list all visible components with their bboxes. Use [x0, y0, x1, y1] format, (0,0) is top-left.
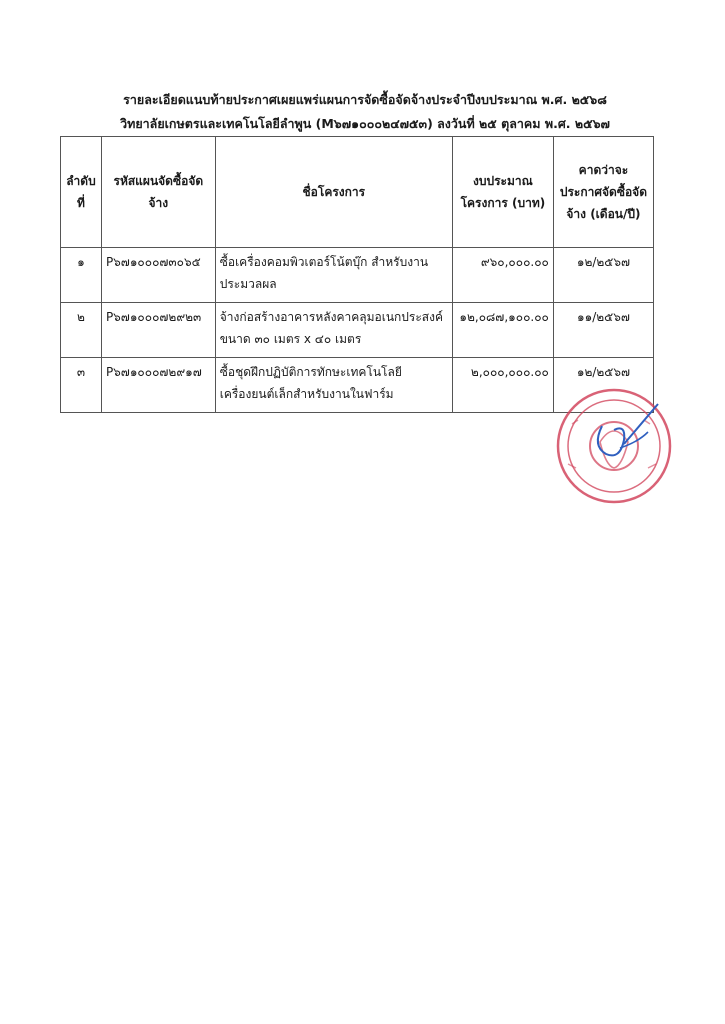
- seal-stamp-icon: [558, 390, 670, 502]
- signature-icon: [598, 404, 658, 455]
- table-header-row: [61, 137, 654, 248]
- cell-date: ๑๒/๒๕๖๗: [553, 358, 653, 413]
- header-name: ชื่อโครงการ: [215, 137, 452, 248]
- header-line-1: รายละเอียดแนบท้ายประกาศเผยแพร่แผนการจัดซื้อจัดจ้างประจำปีงบประมาณ พ.ศ. ๒๕๖๘: [123, 92, 607, 107]
- cell-no: ๓: [61, 358, 102, 413]
- procurement-plan-table: [60, 136, 654, 413]
- cell-budget: ๑๒,๐๘๗,๑๐๐.๐๐: [452, 303, 553, 358]
- table-row: [61, 303, 654, 358]
- table-row: [61, 248, 654, 303]
- cell-budget: ๒,๐๐๐,๐๐๐.๐๐: [452, 358, 553, 413]
- cell-code: P๖๗๑๐๐๐๗๓๐๖๕: [101, 248, 215, 303]
- header-budget: งบประมาณโครงการ (บาท): [452, 137, 553, 248]
- cell-no: ๑: [61, 248, 102, 303]
- cell-name: ซื้อชุดฝึกปฏิบัติการทักษะเทคโนโลยีเครื่องยนต์เล็กสำหรับงานในฟาร์ม: [215, 358, 452, 413]
- header-code: รหัสแผนจัดซื้อจัดจ้าง: [101, 137, 215, 248]
- cell-budget: ๙๖๐,๐๐๐.๐๐: [452, 248, 553, 303]
- header-expected: คาดว่าจะประกาศจัดซื้อจัดจ้าง (เดือน/ปี): [553, 137, 653, 248]
- cell-name: จ้างก่อสร้างอาคารหลังคาคลุมอเนกประสงค์ ขนาด ๓๐ เมตร x ๔๐ เมตร: [215, 303, 452, 358]
- official-seal-with-signature: [528, 384, 688, 504]
- header-no: ลำดับที่: [61, 137, 102, 248]
- cell-code: P๖๗๑๐๐๐๗๒๙๒๓: [101, 303, 215, 358]
- cell-no: ๒: [61, 303, 102, 358]
- document-header: [60, 88, 670, 136]
- cell-name: ซื้อเครื่องคอมพิวเตอร์โน้ตบุ๊ก สำหรับงานประมวลผล: [215, 248, 452, 303]
- cell-date: ๑๑/๒๕๖๗: [553, 303, 653, 358]
- cell-code: P๖๗๑๐๐๐๗๒๙๑๗: [101, 358, 215, 413]
- cell-date: ๑๒/๒๕๖๗: [553, 248, 653, 303]
- header-line-2: วิทยาลัยเกษตรและเทคโนโลยีลำพูน (M๖๗๑๐๐๐๒๔๗๕๓) ลงวันที่ ๒๕ ตุลาคม พ.ศ. ๒๕๖๗: [120, 116, 610, 131]
